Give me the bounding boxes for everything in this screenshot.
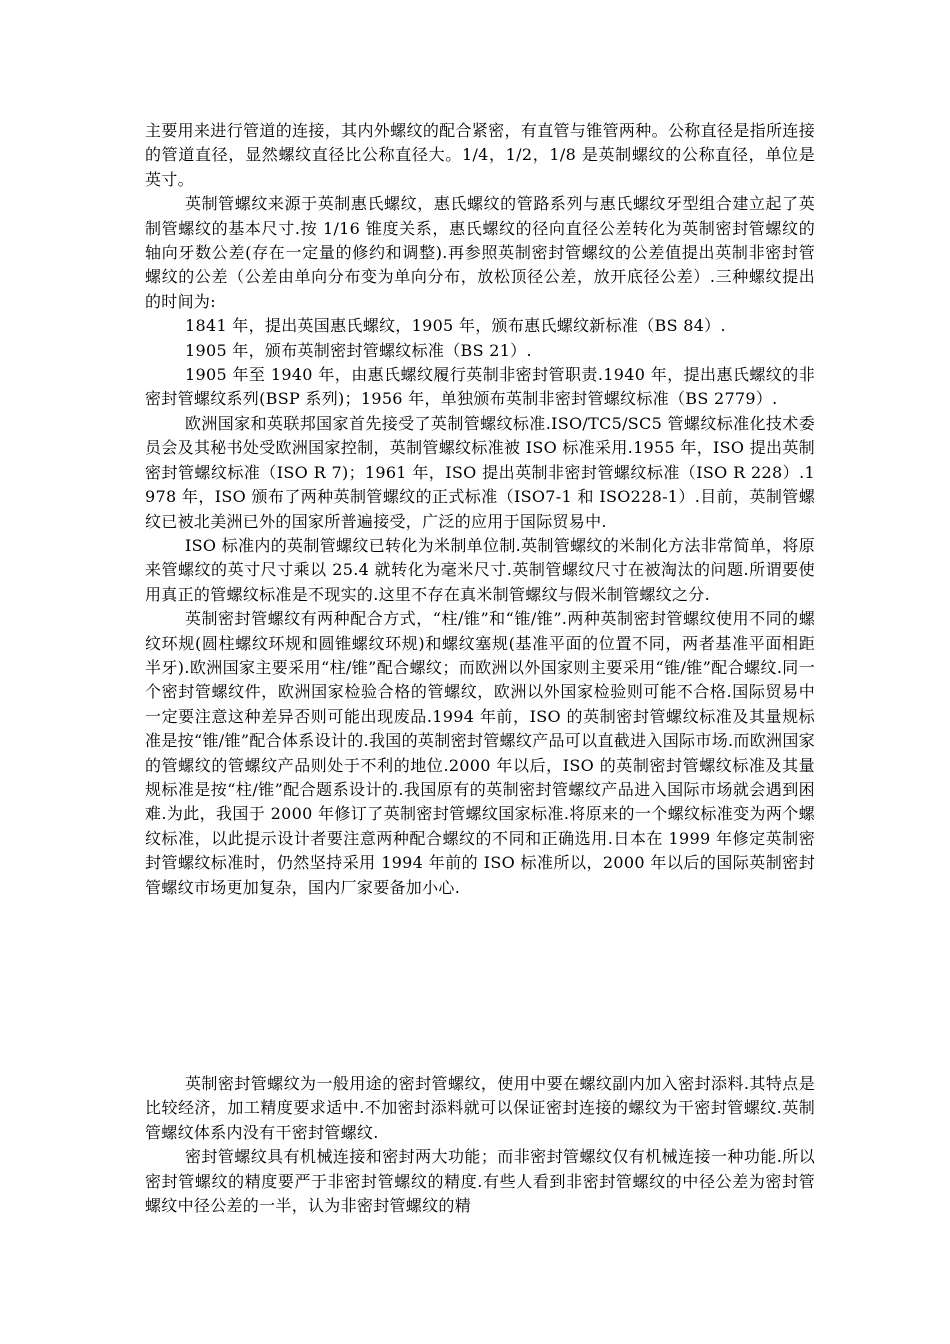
paragraph: 英制管螺纹来源于英制惠氏螺纹，惠氏螺纹的管路系列与惠氏螺纹牙型组合建立起了英制管螺纹的基本尺寸.按 1/16 锥度关系，惠氏螺纹的径向直径公差转化为英制密封管螺纹的轴向牙数公差(存在一定量的修约和调整).再参照英制密封管螺纹的公差值提出英制非密封管螺纹的公差（公差由单向分布变为单向分布，放松顶径公差，放开底径公差）.三种螺纹提出的时间为: bbox=[145, 194, 815, 311]
paragraph: 密封管螺纹具有机械连接和密封两大功能；而非密封管螺纹仅有机械连接一种功能.所以密封管螺纹的精度要严于非密封管螺纹的精度.有些人看到非密封管螺纹的中径公差为密封管螺纹中径公差的一半，认为非密封管螺纹的精 bbox=[145, 1147, 815, 1216]
paragraph: 1905 年，颁布英制密封管螺纹标准（BS 21）. bbox=[185, 340, 532, 360]
paragraph: 1841 年，提出英国惠氏螺纹，1905 年，颁布惠氏螺纹新标准（BS 84）. bbox=[185, 316, 726, 336]
paragraph: 1905 年至 1940 年，由惠氏螺纹履行英制非密封管职责.1940 年，提出惠氏螺纹的非密封管螺纹系列(BSP 系列)；1956 年，单独颁布英制非密封管螺纹标准（BS 2779）. bbox=[145, 365, 815, 409]
paragraph: ISO 标准内的英制管螺纹已转化为米制单位制.英制管螺纹的米制化方法非常简单，将原来管螺纹的英寸尺寸乘以 25.4 就转化为毫米尺寸.英制管螺纹尺寸在被淘汰的问题.所谓要使用真正的管螺纹标准是不现实的.这里不存在真米制管螺纹与假米制管螺纹之分. bbox=[145, 535, 815, 604]
text-section-1 bbox=[145, 119, 815, 900]
paragraph: 英制密封管螺纹为一般用途的密封管螺纹，使用中要在螺纹副内加入密封添料.其特点是比较经济，加工精度要求适中.不加密封添料就可以保证密封连接的螺纹为干密封管螺纹.英制管螺纹体系内没有干密封管螺纹. bbox=[145, 1074, 815, 1142]
paragraph: 欧洲国家和英联邦国家首先接受了英制管螺纹标准.ISO/TC5/SC5 管螺纹标准化技术委员会及其秘书处受欧洲国家控制，英制管螺纹标准被 ISO 标准采用.1955 年，ISO 提出英制密封管螺纹标准（ISO R 7)；1961 年，ISO 提出英制非密封管螺纹标准（ISO R 228）.1978 年，ISO 颁布了两种英制管螺纹的正式标准（ISO7-1 和 ISO228-1）.目前，英制管螺纹已被北美洲已外的国家所普遍接受，广泛的应用于国际贸易中. bbox=[145, 413, 815, 531]
paragraph: 英制密封管螺纹有两种配合方式，“柱/锥”和“锥/锥”.两种英制密封管螺纹使用不同的螺纹环规(圆柱螺纹环规和圆锥螺纹环规)和螺纹塞规(基准平面的位置不同，两者基准平面相距半牙).欧洲国家主要采用“柱/锥”配合螺纹；而欧洲以外国家则主要采用“锥/锥”配合螺纹.同一个密封管螺纹件，欧洲国家检验合格的管螺纹，欧洲以外国家检验则可能不合格.国际贸易中一定要注意这种差异否则可能出现废品.1994 年前，ISO 的英制密封管螺纹标准及其量规标准是按“锥/锥”配合体系设计的.我国的英制密封管螺纹产品可以直截进入国际市场.而欧洲国家的管螺纹的管螺纹产品则处于不利的地位.2000 年以后，ISO 的英制密封管螺纹标准及其量规标准是按“柱/锥”配合题系设计的.我国原有的英制密封管螺纹产品进入国际市场就会遇到困难.为此，我国于 2000 年修订了英制密封管螺纹国家标准.将原来的一个螺纹标准变为两个螺纹标准，以此提示设计者要注意两种配合螺纹的不同和正确选用.日本在 1999 年修定英制密封管螺纹标准时，仍然坚持采用 1994 年前的 ISO 标准所以，2000 年以后的国际英制密封管螺纹市场更加复杂，国内厂家要备加小心. bbox=[145, 609, 815, 897]
text-section-2 bbox=[145, 1072, 815, 1218]
paragraph: 主要用来进行管道的连接，其内外螺纹的配合紧密，有直管与锥管两种。公称直径是指所连接的管道直径，显然螺纹直径比公称直径大。1/4，1/2，1/8 是英制螺纹的公称直径，单位是英寸。 bbox=[145, 121, 815, 189]
